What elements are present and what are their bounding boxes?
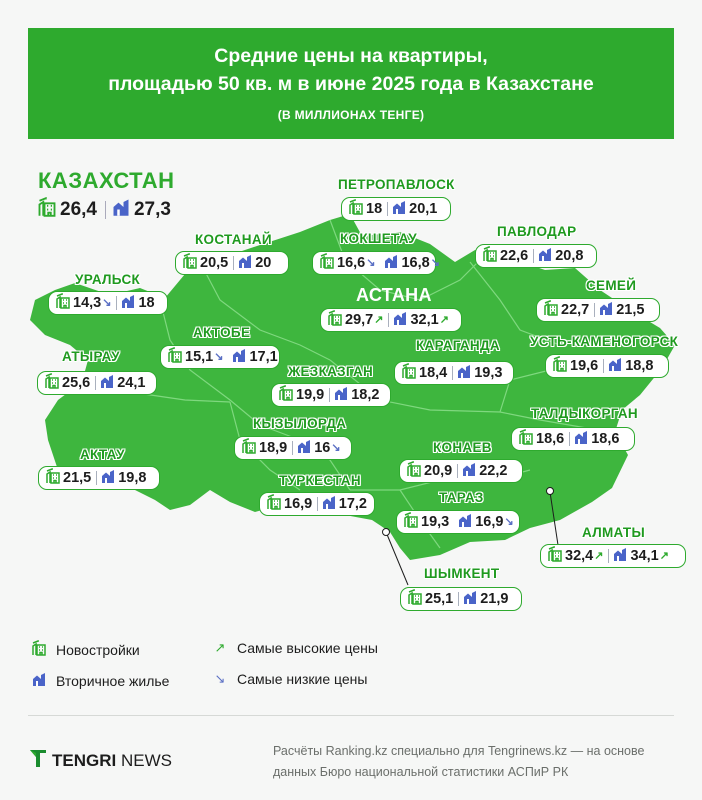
region-13-new-value: 18,9 <box>259 440 288 456</box>
resale-home-icon <box>112 197 130 223</box>
logo-word-bold: TENGRI <box>52 750 117 770</box>
separator <box>533 249 534 263</box>
region-7-name: АКТОБЕ <box>193 325 251 340</box>
resale-home-icon <box>599 300 613 320</box>
separator <box>329 388 330 402</box>
arrow-down-icon: ↘ <box>102 296 112 309</box>
region-18-name: АЛМАТЫ <box>582 525 645 540</box>
legend-resale-label: Вторичное жилье <box>56 672 170 689</box>
resale-home-icon <box>463 589 477 609</box>
region-16-resale-value: 17,2 <box>338 496 367 512</box>
region-18-resale-value: 34,1 <box>630 548 659 564</box>
region-2-resale-value: 16,8 <box>401 255 430 271</box>
legend-new <box>32 640 140 659</box>
region-7-resale-value: 17,1 <box>249 349 278 365</box>
new-building-icon <box>38 197 56 223</box>
separator <box>603 359 604 373</box>
arrow-down-icon: ↘ <box>366 256 376 269</box>
region-19-name: ШЫМКЕНТ <box>424 566 500 581</box>
region-3-resale-value: 20,8 <box>555 248 584 264</box>
new-building-icon <box>402 363 416 383</box>
legend-new-label: Новостройки <box>56 641 140 658</box>
source-credit: Расчёты Ranking.kz специально для Tengrinews.kz — на основе данных Бюро национальной статистики АСПиР РК <box>273 744 645 779</box>
region-14-new-value: 21,5 <box>63 470 92 486</box>
separator <box>457 464 458 478</box>
resale-home-icon <box>297 438 311 458</box>
arrow-up-icon: ↗ <box>374 313 384 326</box>
region-12-new-value: 18,6 <box>536 431 565 447</box>
region-7-price-pill <box>160 345 280 369</box>
region-17-new-value: 19,3 <box>421 514 450 530</box>
new-building-icon <box>45 373 59 393</box>
region-14-name: АКТАУ <box>80 447 125 462</box>
region-11-name: ЖЕЗКАЗГАН <box>288 364 374 379</box>
region-17-name: ТАРАЗ <box>439 490 484 505</box>
region-17-resale-value: 16,9 <box>475 514 504 530</box>
region-9-price-pill <box>545 354 669 378</box>
region-0-price-pill <box>341 197 451 221</box>
resale-home-icon <box>457 363 471 383</box>
separator <box>594 303 595 317</box>
new-building-icon <box>56 293 70 313</box>
region-6-resale-value: 21,5 <box>616 302 645 318</box>
title-line-2: площадью 50 кв. м в июне 2025 года в Казахстане <box>108 73 594 95</box>
new-building-icon <box>320 253 334 273</box>
new-building-icon <box>404 512 418 532</box>
logo-word-light: NEWS <box>120 750 172 770</box>
region-6-price-pill <box>536 298 660 322</box>
resale-home-icon <box>393 310 407 330</box>
separator <box>116 296 117 310</box>
region-11-resale-value: 18,2 <box>351 387 380 403</box>
region-18-price-pill <box>540 544 686 568</box>
region-14-resale-value: 19,8 <box>118 470 147 486</box>
separator <box>458 592 459 606</box>
new-building-icon <box>267 494 281 514</box>
region-19-new-value: 25,1 <box>425 591 454 607</box>
separator <box>96 471 97 485</box>
region-7-new-value: 15,1 <box>185 349 214 365</box>
resale-home-icon <box>384 253 398 273</box>
arrow-down-icon: ↘ <box>430 256 440 269</box>
resale-home-icon <box>101 468 115 488</box>
resale-home-icon <box>100 373 114 393</box>
tengri-news-logo <box>28 747 172 774</box>
region-16-name: ТУРКЕСТАН <box>279 473 361 488</box>
region-4-new-value: 14,3 <box>73 295 102 311</box>
region-8-name: КАРАГАНДА <box>416 338 500 353</box>
separator <box>608 549 609 563</box>
new-building-icon <box>544 300 558 320</box>
resale-home-icon <box>121 293 135 313</box>
resale-home-icon <box>608 356 622 376</box>
arrow-up-icon: ↗ <box>659 549 669 562</box>
region-3-new-value: 22,6 <box>500 248 529 264</box>
region-15-name: КОНАЕВ <box>433 440 492 455</box>
region-9-new-value: 19,6 <box>570 358 599 374</box>
region-3-name: ПАВЛОДАР <box>497 224 577 239</box>
region-15-resale-value: 22,2 <box>479 463 508 479</box>
kazakhstan-new-value: 26,4 <box>60 199 97 220</box>
separator <box>317 497 318 511</box>
new-building-icon <box>328 310 342 330</box>
region-8-price-pill <box>394 361 514 385</box>
kazakhstan-values <box>38 197 177 223</box>
region-5-resale-value: 32,1 <box>410 312 439 328</box>
region-5-new-value: 29,7 <box>345 312 374 328</box>
region-1-price-pill <box>175 251 289 275</box>
arrow-up-icon: ↗ <box>594 549 604 562</box>
subtitle: (В МИЛЛИОНАХ ТЕНГЕ) <box>277 108 425 122</box>
region-15-new-value: 20,9 <box>424 463 453 479</box>
region-13-price-pill <box>234 436 352 460</box>
resale-home-icon <box>334 385 348 405</box>
region-10-new-value: 25,6 <box>62 375 91 391</box>
new-building-icon <box>408 589 422 609</box>
region-11-new-value: 19,9 <box>296 387 325 403</box>
tengri-logo-icon <box>28 747 48 774</box>
separator <box>387 202 388 216</box>
new-building-icon <box>407 461 421 481</box>
resale-home-icon <box>322 494 336 514</box>
new-building-icon <box>548 546 562 566</box>
region-1-resale-value: 20 <box>255 255 272 271</box>
resale-home-icon <box>462 461 476 481</box>
region-16-price-pill <box>259 492 375 516</box>
region-4-name: УРАЛЬСК <box>75 272 141 287</box>
resale-home-icon <box>232 347 246 367</box>
kazakhstan-title: КАЗАХСТАН <box>38 168 175 193</box>
region-8-new-value: 18,4 <box>419 365 448 381</box>
region-0-new-value: 18 <box>366 201 383 217</box>
new-building-icon <box>183 253 197 273</box>
separator <box>292 441 293 455</box>
arrow-down-icon: ↘ <box>331 441 341 454</box>
arrow-down-icon: ↘ <box>504 515 514 528</box>
region-2-name: КОКШЕТАУ <box>340 231 417 246</box>
region-12-name: ТАЛДЫКОРГАН <box>531 406 638 421</box>
new-building-icon <box>553 356 567 376</box>
region-9-name: УСТЬ-КАМЕНОГОРСК <box>530 334 679 349</box>
region-15-price-pill <box>399 459 523 483</box>
region-10-name: АТЫРАУ <box>62 349 120 364</box>
region-9-resale-value: 18,8 <box>625 358 654 374</box>
legend-high-label: Самые высокие цены <box>237 640 378 656</box>
region-12-price-pill <box>511 427 635 451</box>
separator <box>388 313 389 327</box>
separator <box>233 256 234 270</box>
region-1-new-value: 20,5 <box>200 255 229 271</box>
new-building-icon <box>168 347 182 367</box>
separator <box>452 366 453 380</box>
new-building-icon <box>483 246 497 266</box>
region-8-resale-value: 19,3 <box>474 365 503 381</box>
region-0-name: ПЕТРОПАВЛОСК <box>338 177 455 192</box>
new-building-icon <box>279 385 293 405</box>
region-17-price-pill <box>396 510 520 534</box>
region-19-resale-value: 21,9 <box>480 591 509 607</box>
new-building-icon <box>519 429 533 449</box>
resale-home-icon <box>574 429 588 449</box>
separator <box>569 432 570 446</box>
arrow-up-icon: ↗ <box>214 640 226 655</box>
region-6-name: СЕМЕЙ <box>586 278 637 293</box>
region-16-new-value: 16,9 <box>284 496 313 512</box>
region-5-name: АСТАНА <box>356 285 432 305</box>
kazakhstan-resale-value: 27,3 <box>133 199 171 220</box>
region-4-price-pill <box>48 291 168 315</box>
new-building-icon <box>242 438 256 458</box>
resale-home-icon <box>613 546 627 566</box>
region-2-new-value: 16,6 <box>337 255 366 271</box>
region-2-price-pill <box>312 251 440 275</box>
title-line-1: Средние цены на квартиры, <box>214 45 488 67</box>
resale-home-icon <box>32 671 46 690</box>
legend-resale <box>32 671 169 690</box>
arrow-down-icon: ↘ <box>214 350 224 363</box>
legend-low-label: Самые низкие цены <box>237 671 368 687</box>
new-building-icon <box>46 468 60 488</box>
legend-high <box>213 640 378 656</box>
region-13-resale-value: 16 <box>314 440 331 456</box>
footer-divider <box>28 715 674 716</box>
resale-home-icon <box>392 199 406 219</box>
region-11-price-pill <box>271 383 391 407</box>
region-5-price-pill <box>320 308 462 332</box>
region-4-resale-value: 18 <box>138 295 155 311</box>
region-13-name: КЫЗЫЛОРДА <box>253 416 347 431</box>
new-building-icon <box>349 199 363 219</box>
region-14-price-pill <box>38 466 160 490</box>
arrow-up-icon: ↗ <box>439 313 449 326</box>
region-19-price-pill <box>400 587 522 611</box>
region-10-resale-value: 24,1 <box>117 375 146 391</box>
new-building-icon <box>32 640 46 659</box>
resale-home-icon <box>538 246 552 266</box>
legend-low <box>213 671 367 687</box>
region-12-resale-value: 18,6 <box>591 431 620 447</box>
separator <box>105 201 106 219</box>
resale-home-icon <box>238 253 252 273</box>
region-18-new-value: 32,4 <box>565 548 594 564</box>
region-3-price-pill <box>475 244 597 268</box>
separator <box>95 376 96 390</box>
resale-home-icon <box>458 512 472 532</box>
arrow-down-icon: ↘ <box>214 671 226 686</box>
region-0-resale-value: 20,1 <box>409 201 438 217</box>
region-10-price-pill <box>37 371 157 395</box>
region-1-name: КОСТАНАЙ <box>195 232 272 247</box>
region-6-new-value: 22,7 <box>561 302 590 318</box>
